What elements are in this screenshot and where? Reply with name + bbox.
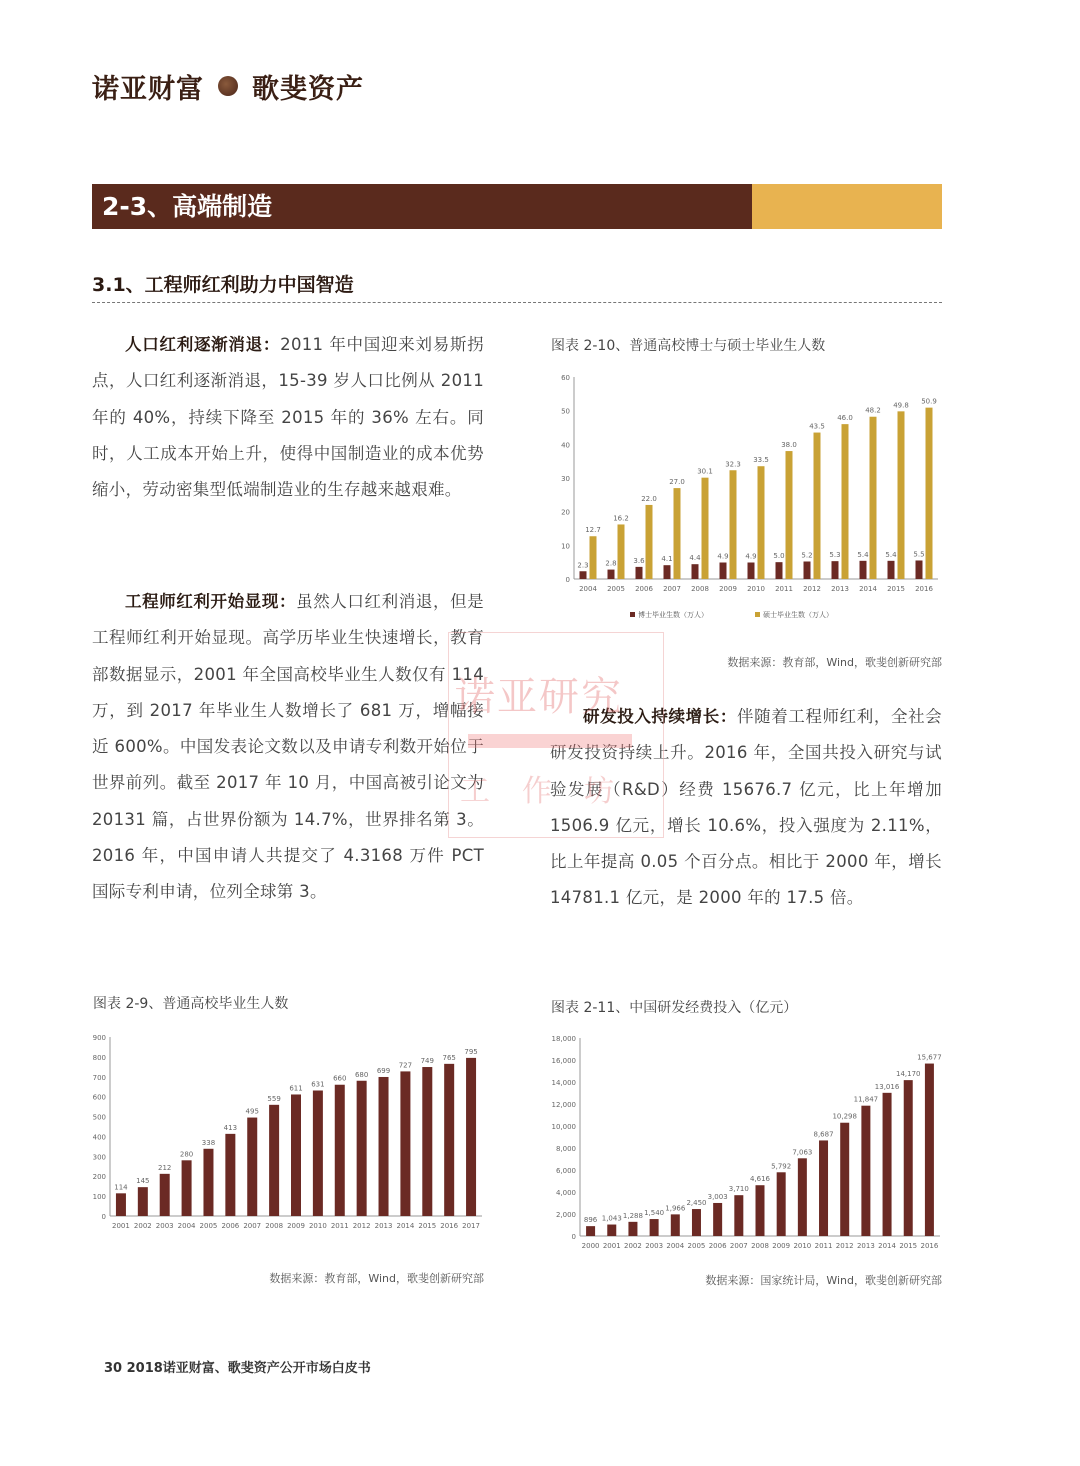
data-label: 16.2 (613, 514, 629, 523)
bar (734, 1195, 743, 1236)
bar (730, 470, 737, 579)
y-tick-label: 18,000 (551, 1035, 576, 1043)
x-tick-label: 2016 (440, 1222, 459, 1230)
x-tick-label: 2008 (751, 1242, 769, 1250)
data-label: 8,687 (813, 1130, 834, 1139)
data-label: 5.4 (885, 550, 897, 559)
bar (777, 1172, 786, 1236)
bar (225, 1134, 235, 1216)
x-tick-label: 2004 (177, 1222, 196, 1230)
data-label: 1,540 (644, 1209, 665, 1218)
bar (842, 424, 849, 579)
x-tick-label: 2003 (645, 1242, 664, 1250)
x-tick-label: 2007 (243, 1222, 262, 1230)
x-tick-label: 2013 (374, 1222, 393, 1230)
data-label: 43.5 (809, 422, 825, 431)
x-tick-label: 2002 (624, 1242, 642, 1250)
x-tick-label: 2009 (772, 1242, 791, 1250)
data-label: 280 (179, 1150, 194, 1159)
bar (786, 451, 793, 579)
x-tick-label: 2010 (793, 1242, 812, 1250)
y-tick-label: 16,000 (551, 1057, 576, 1065)
bar (247, 1118, 257, 1216)
y-tick-label: 300 (92, 1153, 106, 1162)
bar (586, 1226, 595, 1236)
data-label: 38.0 (781, 441, 797, 450)
legend-label: 硕士毕业生数（万人） (763, 611, 833, 619)
brand-logo-icon (218, 76, 238, 96)
y-tick-label: 14,000 (551, 1079, 576, 1087)
x-tick-label: 2012 (835, 1242, 854, 1250)
data-label: 1,966 (665, 1204, 686, 1213)
data-label: 11,847 (853, 1095, 879, 1104)
legend-swatch (755, 612, 760, 617)
data-label: 10,298 (832, 1112, 857, 1121)
y-tick-label: 20 (561, 508, 570, 517)
bar (650, 1219, 659, 1236)
x-tick-label: 2005 (607, 585, 625, 593)
data-label: 4,616 (749, 1175, 771, 1184)
bar (776, 562, 783, 579)
y-tick-label: 6,000 (555, 1167, 576, 1175)
x-tick-label: 2005 (687, 1242, 706, 1250)
data-label: 5.2 (801, 551, 813, 560)
bar (138, 1187, 148, 1216)
y-tick-label: 2,000 (555, 1211, 576, 1219)
bar (116, 1193, 126, 1216)
bar (798, 1158, 807, 1236)
bar (671, 1214, 680, 1236)
x-tick-label: 2011 (775, 585, 793, 593)
data-label: 7,063 (792, 1148, 813, 1157)
bar (674, 488, 681, 579)
y-tick-label: 30 (561, 475, 570, 483)
data-label: 413 (223, 1123, 238, 1132)
x-tick-label: 2014 (396, 1222, 415, 1230)
x-tick-label: 2000 (581, 1242, 600, 1250)
bar (870, 417, 877, 579)
data-label: 795 (464, 1047, 478, 1056)
bar (819, 1140, 828, 1236)
bar (313, 1091, 323, 1216)
data-label: 49.8 (893, 401, 909, 410)
data-label: 4.9 (717, 552, 729, 561)
y-tick-label: 60 (561, 374, 570, 382)
paragraph-lead: 工程师红利开始显现： (125, 592, 297, 611)
x-tick-label: 2004 (579, 585, 597, 593)
data-label: 50.9 (921, 397, 937, 406)
x-tick-label: 2009 (719, 585, 737, 593)
data-label: 5.4 (857, 550, 869, 559)
bar (607, 1225, 616, 1236)
data-label: 680 (354, 1070, 369, 1079)
data-label: 2,450 (686, 1199, 707, 1208)
y-tick-label: 0 (101, 1213, 106, 1221)
chart-masters-phd (540, 365, 945, 630)
x-tick-label: 2015 (899, 1242, 918, 1250)
data-label: 699 (376, 1066, 391, 1075)
bar (840, 1123, 849, 1236)
legend-label: 博士毕业生数（万人） (638, 611, 708, 619)
data-label: 4.4 (689, 554, 701, 563)
x-tick-label: 2015 (418, 1222, 437, 1230)
data-label: 5.5 (913, 550, 925, 559)
section-title: 2-3、高端制造 (102, 192, 273, 221)
data-label: 48.2 (865, 406, 881, 415)
bar (861, 1106, 870, 1236)
x-tick-label: 2006 (221, 1222, 240, 1230)
bar (444, 1064, 454, 1216)
x-tick-label: 2011 (814, 1242, 833, 1250)
data-label: 145 (136, 1177, 150, 1186)
bar (269, 1105, 279, 1216)
data-label: 338 (201, 1138, 216, 1147)
x-tick-label: 2007 (729, 1242, 748, 1250)
bar (422, 1067, 432, 1216)
bar (628, 1222, 637, 1236)
data-label: 12.7 (585, 526, 601, 535)
paragraph-body: 虽然人口红利消退，但是工程师红利开始显现。高学历毕业生快速增长，教育部数据显示，2001 年全国高校毕业生人数仅有 114 万，到 2017 年毕业生人数增长了 681 万，增幅接近 600%。中国发表论文数以及申请专利数开始位于世界前列。截至 2017 年 10 月，中国高被引论文为 20131 篇，占世界份额为 14.7%，世界排名第 3。2016 年，中国申请人共提交了 4.3168 万件 PCT 国际专利申请，位列全球第 3。 (92, 592, 484, 902)
data-label: 896 (583, 1216, 598, 1225)
y-tick-label: 600 (92, 1093, 106, 1102)
bar (357, 1081, 367, 1216)
y-tick-label: 100 (92, 1193, 106, 1202)
bar (203, 1149, 213, 1216)
x-tick-label: 2010 (308, 1222, 327, 1230)
data-label: 5.0 (773, 552, 785, 561)
data-label: 27.0 (669, 478, 685, 487)
bar (636, 567, 643, 579)
bar (692, 1209, 701, 1236)
data-label: 749 (420, 1057, 434, 1066)
bar (590, 536, 597, 579)
section-bar-accent (752, 184, 942, 229)
x-tick-label: 2007 (663, 585, 681, 593)
chart-source: 数据来源：教育部，Wind，歌斐创新研究部 (727, 656, 942, 669)
bar (758, 466, 765, 579)
bar (692, 564, 699, 579)
data-label: 765 (442, 1053, 456, 1062)
data-label: 212 (158, 1163, 172, 1172)
x-tick-label: 2014 (878, 1242, 896, 1250)
legend-swatch (630, 612, 635, 617)
data-label: 5.3 (829, 551, 841, 560)
y-tick-label: 50 (561, 407, 570, 416)
y-tick-label: 8,000 (555, 1145, 576, 1153)
bar (832, 561, 839, 579)
bar (756, 1185, 765, 1236)
data-label: 4.9 (745, 552, 757, 561)
brand-header (92, 66, 364, 106)
x-tick-label: 2015 (887, 585, 905, 593)
data-label: 32.3 (725, 460, 741, 469)
data-label: 22.0 (641, 494, 657, 503)
y-tick-label: 0 (565, 576, 570, 584)
data-label: 660 (333, 1074, 347, 1083)
data-label: 611 (289, 1084, 303, 1093)
y-tick-label: 4,000 (555, 1189, 576, 1197)
paragraph-engineer (92, 584, 484, 911)
bar (618, 524, 625, 579)
data-label: 3,003 (707, 1192, 728, 1201)
bar (713, 1203, 722, 1236)
chart-title: 图表 2-11、中国研发经费投入（亿元） (551, 1000, 798, 1016)
data-label: 5,792 (771, 1162, 792, 1171)
x-tick-label: 2010 (747, 585, 765, 593)
chart-title: 图表 2-10、普通高校博士与硕士毕业生人数 (551, 338, 826, 354)
divider (92, 302, 942, 303)
bar (608, 570, 615, 579)
data-label: 1,043 (601, 1214, 622, 1223)
data-label: 631 (311, 1080, 325, 1089)
bar (926, 408, 933, 579)
bar (904, 1080, 913, 1236)
x-tick-label: 2017 (462, 1222, 480, 1230)
y-tick-label: 900 (92, 1034, 106, 1042)
y-tick-label: 10 (561, 542, 570, 551)
data-label: 13,016 (874, 1082, 900, 1091)
x-tick-label: 2012 (352, 1222, 371, 1230)
bar (664, 565, 671, 579)
bar (182, 1160, 192, 1216)
data-label: 30.1 (697, 467, 713, 476)
bar (916, 560, 923, 579)
bar (160, 1174, 170, 1216)
x-tick-label: 2008 (691, 585, 709, 593)
data-label: 559 (267, 1094, 281, 1103)
bar (466, 1058, 476, 1216)
data-label: 33.5 (753, 456, 769, 465)
bar (898, 411, 905, 579)
data-label: 14,170 (895, 1070, 921, 1079)
y-tick-label: 800 (92, 1053, 106, 1062)
y-tick-label: 700 (92, 1073, 106, 1082)
data-label: 114 (114, 1183, 128, 1192)
data-label: 15,677 (917, 1053, 942, 1062)
data-label: 2.3 (577, 561, 589, 570)
bar (291, 1094, 301, 1216)
data-label: 1,288 (622, 1211, 643, 1220)
x-tick-label: 2001 (112, 1222, 130, 1230)
bar (883, 1093, 892, 1236)
bar (804, 561, 811, 579)
bar (646, 505, 653, 579)
chart-graduates (80, 1025, 485, 1235)
x-tick-label: 2012 (803, 585, 821, 593)
paragraph-demographic (92, 327, 484, 508)
y-tick-label: 500 (92, 1113, 106, 1122)
y-tick-label: 10,000 (551, 1123, 576, 1131)
y-tick-label: 12,000 (551, 1101, 576, 1109)
bar (400, 1071, 410, 1216)
bar (925, 1064, 934, 1236)
chart-rnd-spending (540, 1030, 945, 1255)
brand-gopher: 歌斐资产 (252, 73, 364, 105)
x-tick-label: 2002 (133, 1222, 152, 1230)
bar (702, 478, 709, 579)
x-tick-label: 2013 (856, 1242, 875, 1250)
brand-noah: 诺亚财富 (92, 73, 204, 105)
bar (335, 1085, 345, 1216)
x-tick-label: 2011 (330, 1222, 349, 1230)
x-tick-label: 2003 (155, 1222, 174, 1230)
x-tick-label: 2016 (915, 585, 933, 593)
watermark-bar (468, 734, 632, 748)
watermark-text: 诺亚研究 (455, 674, 623, 720)
y-tick-label: 200 (92, 1173, 106, 1182)
page-footer: 30 2018诺亚财富、歌斐资产公开市场白皮书 (104, 1361, 371, 1376)
data-label: 727 (398, 1061, 413, 1070)
x-tick-label: 2006 (635, 585, 653, 593)
chart-source: 数据来源：国家统计局，Wind，歌斐创新研究部 (705, 1274, 942, 1287)
data-label: 46.0 (837, 414, 853, 423)
data-label: 3.6 (633, 556, 645, 565)
data-label: 495 (245, 1107, 259, 1116)
bar (580, 571, 587, 579)
y-tick-label: 400 (92, 1133, 106, 1142)
paragraph-body: 2011 年中国迎来刘易斯拐点，人口红利逐渐消退，15-39 岁人口比例从 2011 年的 40%，持续下降至 2015 年的 36% 左右。同时，人工成本开始上升，使得中国制造业的成本优势缩小，劳动密集型低端制造业的生存越来越艰难。 (92, 335, 485, 500)
x-tick-label: 2001 (602, 1242, 621, 1250)
paragraph-body: 伴随着工程师红利，全社会研发投资持续上升。2016 年，全国共投入研究与试验发展（R&D）经费 15676.7 亿元，比上年增加 1506.9 亿元，增长 10.6%，投入强度为 2.11%，比上年提高 0.05 个百分点。相比于 2000 年，增长 14781.1 亿元，是 2000 年的 17.5 倍。 (550, 707, 942, 908)
watermark-subtext: 工作坊 (460, 774, 646, 809)
bar (888, 561, 895, 579)
x-tick-label: 2008 (265, 1222, 284, 1230)
data-label: 4.1 (661, 555, 673, 564)
bar (379, 1077, 389, 1216)
bar (720, 563, 727, 579)
bar (814, 433, 821, 579)
chart-title: 图表 2-9、普通高校毕业生人数 (93, 996, 289, 1012)
data-label: 2.8 (605, 559, 617, 568)
data-label: 3,710 (728, 1185, 749, 1194)
x-tick-label: 2006 (708, 1242, 727, 1250)
y-tick-label: 0 (571, 1233, 576, 1241)
paragraph-lead: 研发投入持续增长： (583, 707, 737, 726)
x-tick-label: 2014 (859, 585, 877, 593)
x-tick-label: 2016 (920, 1242, 939, 1250)
bar (860, 561, 867, 579)
y-tick-label: 40 (561, 441, 570, 450)
x-tick-label: 2005 (199, 1222, 218, 1230)
paragraph-lead: 人口红利逐渐消退： (125, 335, 281, 354)
x-tick-label: 2013 (831, 585, 849, 593)
x-tick-label: 2009 (287, 1222, 305, 1230)
bar (748, 563, 755, 579)
subheading: 3.1、工程师红利助力中国智造 (92, 274, 354, 296)
x-tick-label: 2004 (666, 1242, 685, 1250)
chart-source: 数据来源：教育部，Wind，歌斐创新研究部 (269, 1272, 484, 1285)
